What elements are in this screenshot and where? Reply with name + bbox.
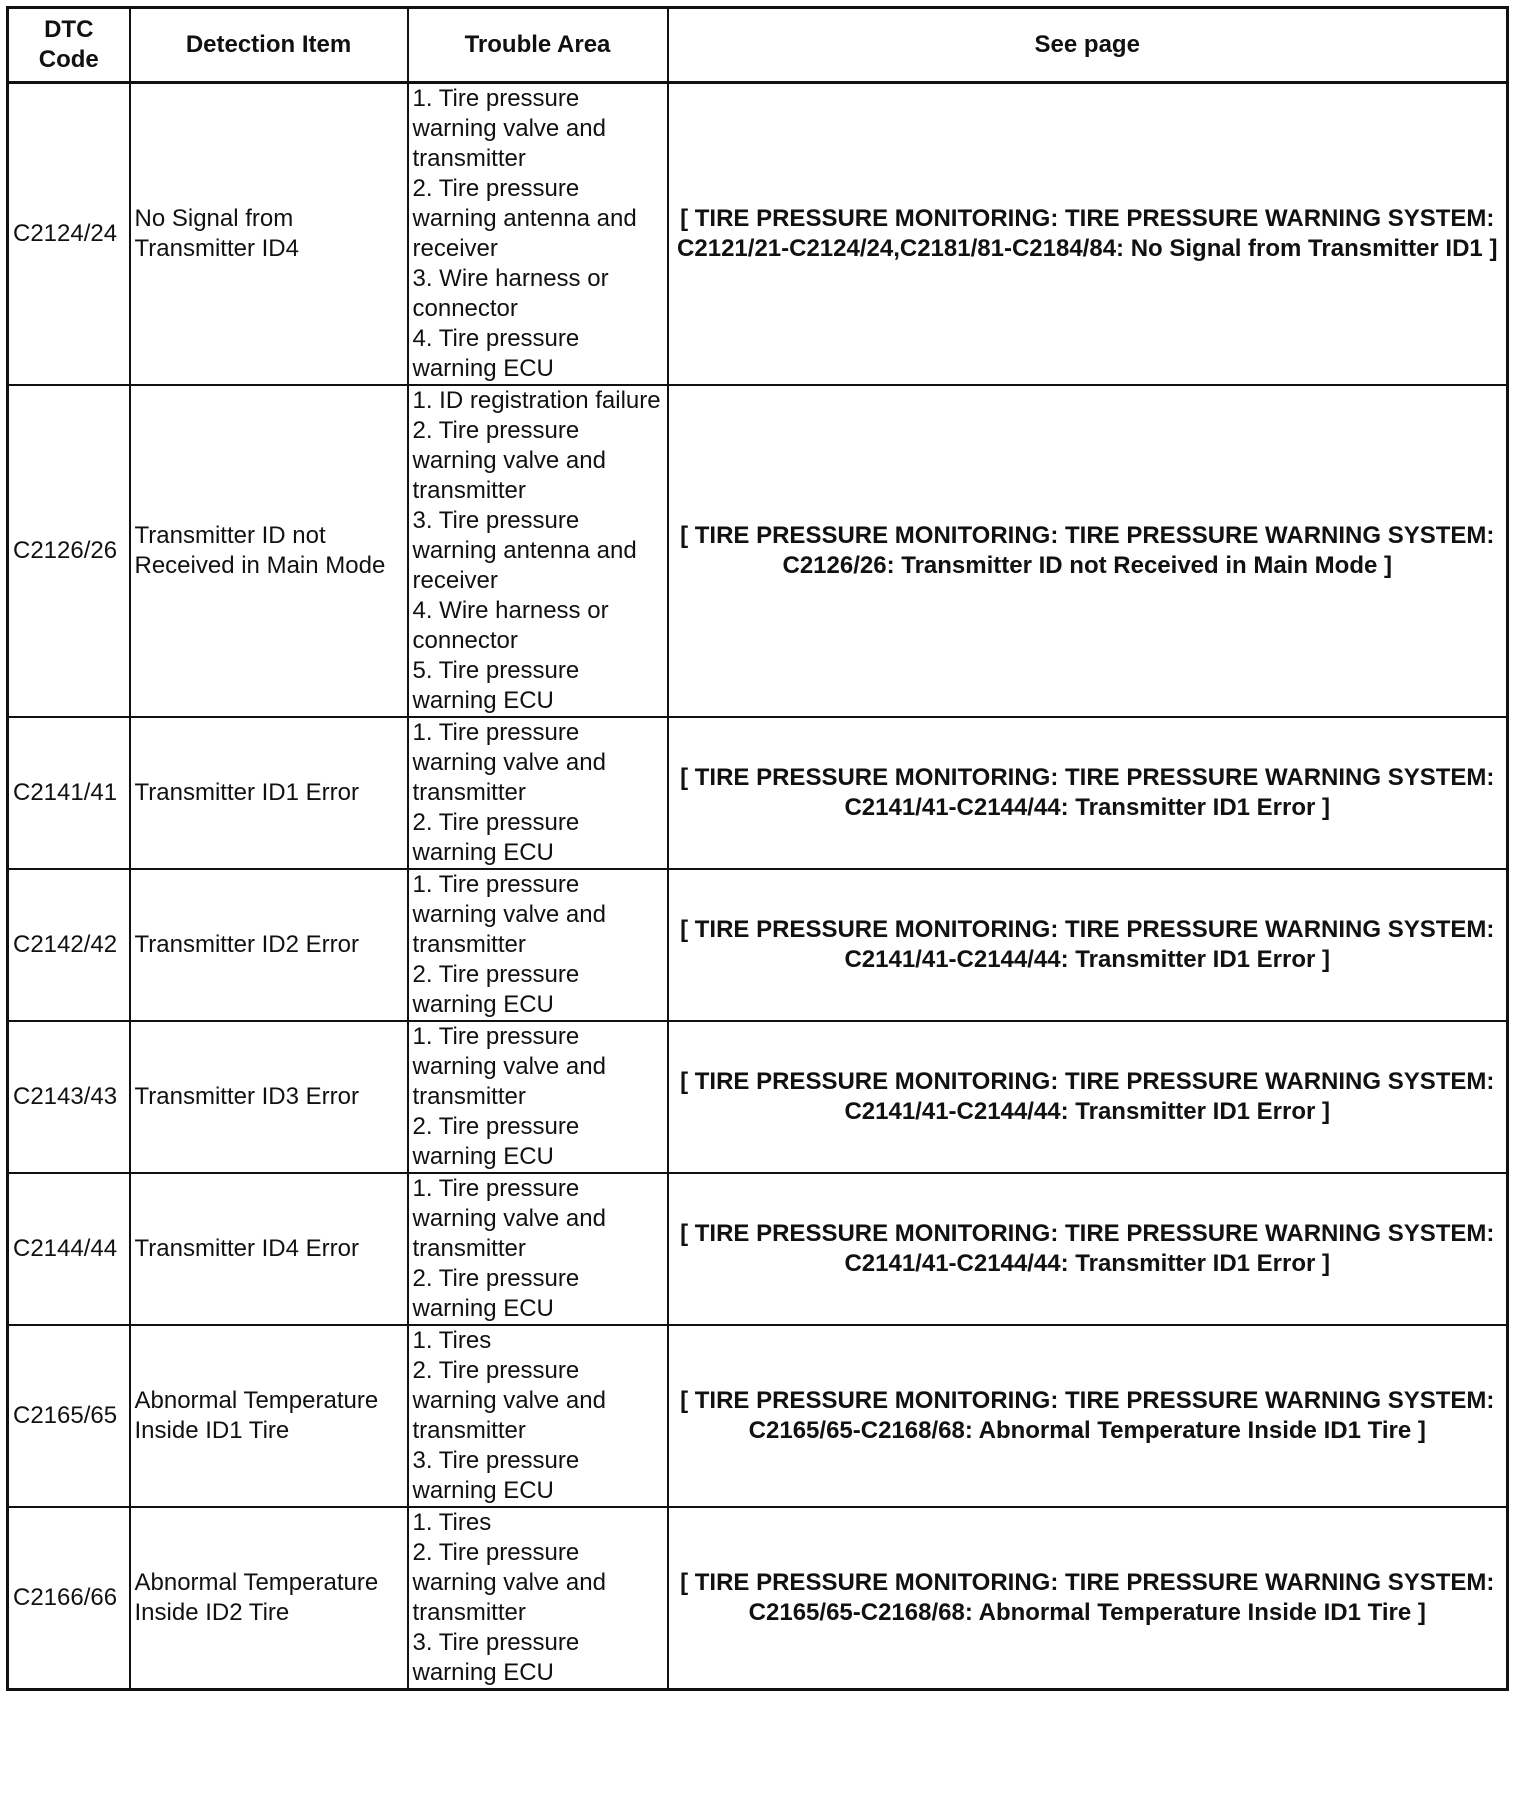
trouble-area-item: 3. Tire pressure warning antenna and receiver xyxy=(412,507,637,594)
detection-item-cell: Transmitter ID not Received in Main Mode xyxy=(130,385,408,717)
trouble-area-cell xyxy=(408,385,668,717)
trouble-area-cell xyxy=(408,869,668,1021)
trouble-area-item: 5. Tire pressure warning ECU xyxy=(412,657,580,714)
trouble-area-item: 2. Tire pressure warning ECU xyxy=(412,1113,580,1170)
dtc-table xyxy=(6,6,1509,1691)
dtc-code-cell: C2124/24 xyxy=(8,83,130,386)
see-page-link[interactable]: [ TIRE PRESSURE MONITORING: TIRE PRESSURE WARNING SYSTEM: C2121/21-C2124/24,C2181/81-C2184/84: No Signal from Transmitter ID1 ] xyxy=(668,83,1508,386)
trouble-area-item: 1. Tire pressure warning valve and transmitter xyxy=(412,719,606,806)
trouble-area-item: 1. Tires xyxy=(412,1327,492,1354)
trouble-area-cell xyxy=(408,1325,668,1507)
table-header-row xyxy=(8,8,1508,83)
see-page-link[interactable]: [ TIRE PRESSURE MONITORING: TIRE PRESSURE WARNING SYSTEM: C2141/41-C2144/44: Transmitter ID1 Error ] xyxy=(668,1021,1508,1173)
table-row xyxy=(8,1021,1508,1173)
detection-item-cell: No Signal from Transmitter ID4 xyxy=(130,83,408,386)
table-row xyxy=(8,83,1508,386)
detection-item-cell: Transmitter ID1 Error xyxy=(130,717,408,869)
detection-item-cell: Transmitter ID3 Error xyxy=(130,1021,408,1173)
trouble-area-cell xyxy=(408,1507,668,1690)
trouble-area-item: 2. Tire pressure warning antenna and receiver xyxy=(412,175,637,262)
trouble-area-item: 1. Tires xyxy=(412,1509,492,1536)
see-page-link[interactable]: [ TIRE PRESSURE MONITORING: TIRE PRESSURE WARNING SYSTEM: C2165/65-C2168/68: Abnormal Temperature Inside ID1 Tire ] xyxy=(668,1325,1508,1507)
dtc-code-cell: C2142/42 xyxy=(8,869,130,1021)
trouble-area-item: 1. Tire pressure warning valve and transmitter xyxy=(412,1023,606,1110)
see-page-link[interactable]: [ TIRE PRESSURE MONITORING: TIRE PRESSURE WARNING SYSTEM: C2141/41-C2144/44: Transmitter ID1 Error ] xyxy=(668,717,1508,869)
dtc-code-cell: C2165/65 xyxy=(8,1325,130,1507)
trouble-area-item: 4. Wire harness or connector xyxy=(412,597,609,654)
trouble-area-cell xyxy=(408,1021,668,1173)
dtc-code-cell: C2141/41 xyxy=(8,717,130,869)
table-row xyxy=(8,1325,1508,1507)
trouble-area-item: 3. Tire pressure warning ECU xyxy=(412,1629,580,1686)
detection-item-cell: Abnormal Temperature Inside ID2 Tire xyxy=(130,1507,408,1690)
trouble-area-item: 2. Tire pressure warning ECU xyxy=(412,961,580,1018)
table-row xyxy=(8,385,1508,717)
header-trouble-area: Trouble Area xyxy=(408,8,668,83)
trouble-area-item: 2. Tire pressure warning valve and transmitter xyxy=(412,1357,606,1444)
dtc-code-cell: C2126/26 xyxy=(8,385,130,717)
table-row xyxy=(8,1507,1508,1690)
trouble-area-item: 3. Wire harness or connector xyxy=(412,265,609,322)
see-page-link[interactable]: [ TIRE PRESSURE MONITORING: TIRE PRESSURE WARNING SYSTEM: C2126/26: Transmitter ID not Received in Main Mode ] xyxy=(668,385,1508,717)
detection-item-cell: Abnormal Temperature Inside ID1 Tire xyxy=(130,1325,408,1507)
trouble-area-item: 2. Tire pressure warning ECU xyxy=(412,1265,580,1322)
dtc-code-cell: C2166/66 xyxy=(8,1507,130,1690)
see-page-link[interactable]: [ TIRE PRESSURE MONITORING: TIRE PRESSURE WARNING SYSTEM: C2141/41-C2144/44: Transmitter ID1 Error ] xyxy=(668,869,1508,1021)
header-see-page: See page xyxy=(668,8,1508,83)
trouble-area-cell xyxy=(408,717,668,869)
trouble-area-item: 1. Tire pressure warning valve and transmitter xyxy=(412,871,606,958)
dtc-code-cell: C2143/43 xyxy=(8,1021,130,1173)
table-row xyxy=(8,869,1508,1021)
trouble-area-cell xyxy=(408,1173,668,1325)
trouble-area-item: 4. Tire pressure warning ECU xyxy=(412,325,580,382)
detection-item-cell: Transmitter ID2 Error xyxy=(130,869,408,1021)
table-body xyxy=(8,83,1508,1690)
see-page-link[interactable]: [ TIRE PRESSURE MONITORING: TIRE PRESSURE WARNING SYSTEM: C2141/41-C2144/44: Transmitter ID1 Error ] xyxy=(668,1173,1508,1325)
trouble-area-cell xyxy=(408,83,668,386)
trouble-area-item: 3. Tire pressure warning ECU xyxy=(412,1447,580,1504)
trouble-area-item: 1. Tire pressure warning valve and transmitter xyxy=(412,1175,606,1262)
trouble-area-item: 1. Tire pressure warning valve and transmitter xyxy=(412,85,606,172)
see-page-link[interactable]: [ TIRE PRESSURE MONITORING: TIRE PRESSURE WARNING SYSTEM: C2165/65-C2168/68: Abnormal Temperature Inside ID1 Tire ] xyxy=(668,1507,1508,1690)
header-detection-item: Detection Item xyxy=(130,8,408,83)
trouble-area-item: 2. Tire pressure warning ECU xyxy=(412,809,580,866)
table-row xyxy=(8,717,1508,869)
dtc-code-cell: C2144/44 xyxy=(8,1173,130,1325)
trouble-area-item: 2. Tire pressure warning valve and transmitter xyxy=(412,1539,606,1626)
detection-item-cell: Transmitter ID4 Error xyxy=(130,1173,408,1325)
trouble-area-item: 2. Tire pressure warning valve and transmitter xyxy=(412,417,606,504)
trouble-area-item: 1. ID registration failure xyxy=(412,387,661,414)
table-row xyxy=(8,1173,1508,1325)
header-dtc-code: DTC Code xyxy=(8,8,130,83)
